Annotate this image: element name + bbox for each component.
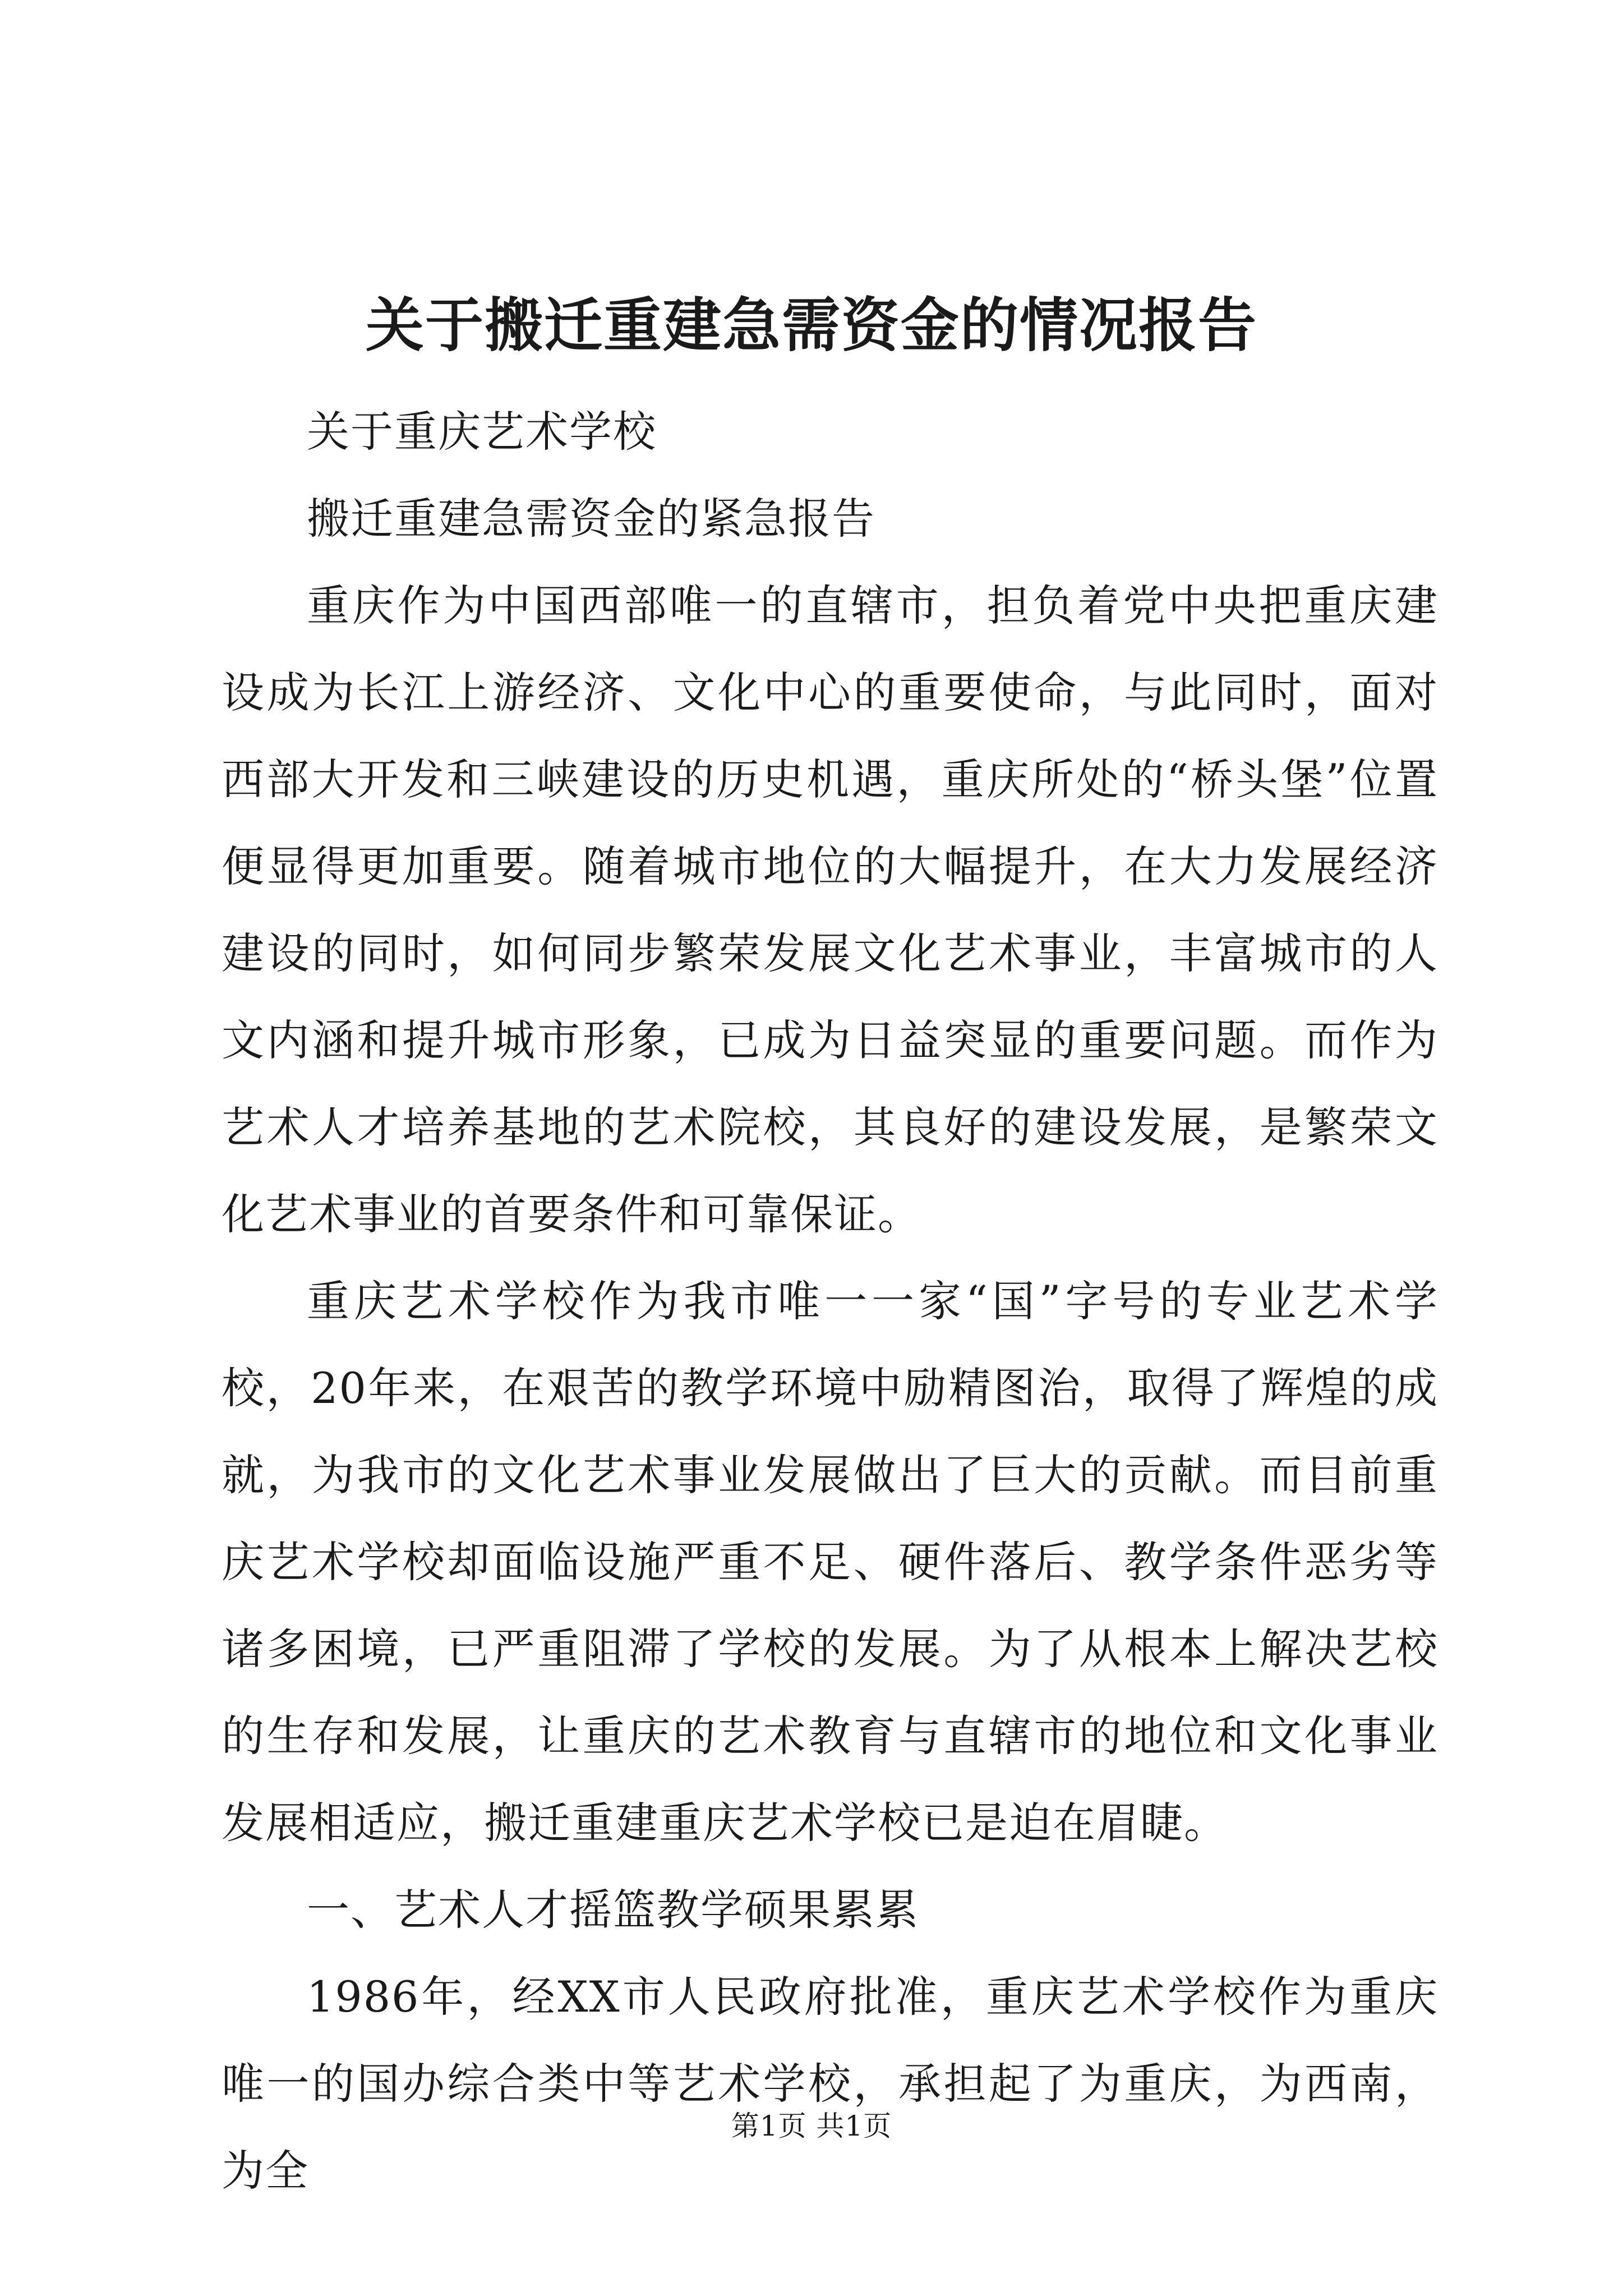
- document-title: 关于搬迁重建急需资金的情况报告: [365, 291, 1257, 360]
- section-heading: 一、艺术人才摇篮教学硕果累累: [307, 1885, 919, 1935]
- paragraph: 搬迁重建急需资金的紧急报告: [307, 494, 875, 544]
- page-footer: 第1页 共1页: [731, 2110, 892, 2142]
- paragraph: 重庆艺术学校作为我市唯一一家“国”字号的专业艺术学校，20年来，在艰苦的教学环境中励精图治，取得了辉煌的成就，为我市的文化艺术事业发展做出了巨大的贡献。而目前重庆艺术学校却面临设施严重不足、硬件落后、教学条件恶劣等诸多困境，已严重阻滞了学校的发展。为了从根本上解决艺校的生存和发展，让重庆的艺术教育与直辖市的地位和文化事业发展相适应，搬迁重建重庆艺术学校已是迫在眉睫。: [222, 1276, 1438, 1848]
- document-body: [222, 388, 1438, 2214]
- paragraph: 关于重庆艺术学校: [307, 407, 657, 457]
- paragraph: 1986年，经XX市人民政府批准，重庆艺术学校作为重庆唯一的国办综合类中等艺术学校，承担起了为重庆，为西南，为全: [222, 1972, 1438, 2196]
- paragraph: 重庆作为中国西部唯一的直辖市，担负着党中央把重庆建设成为长江上游经济、文化中心的重要使命，与此同时，面对西部大开发和三峡建设的历史机遇，重庆所处的“桥头堡”位置便显得更加重要。随着城市地位的大幅提升，在大力发展经济建设的同时，如何同步繁荣发展文化艺术事业，丰富城市的人文内涵和提升城市形象，已成为日益突显的重要问题。而作为艺术人才培养基地的艺术院校，其良好的建设发展，是繁荣文化艺术事业的首要条件和可靠保证。: [222, 581, 1438, 1239]
